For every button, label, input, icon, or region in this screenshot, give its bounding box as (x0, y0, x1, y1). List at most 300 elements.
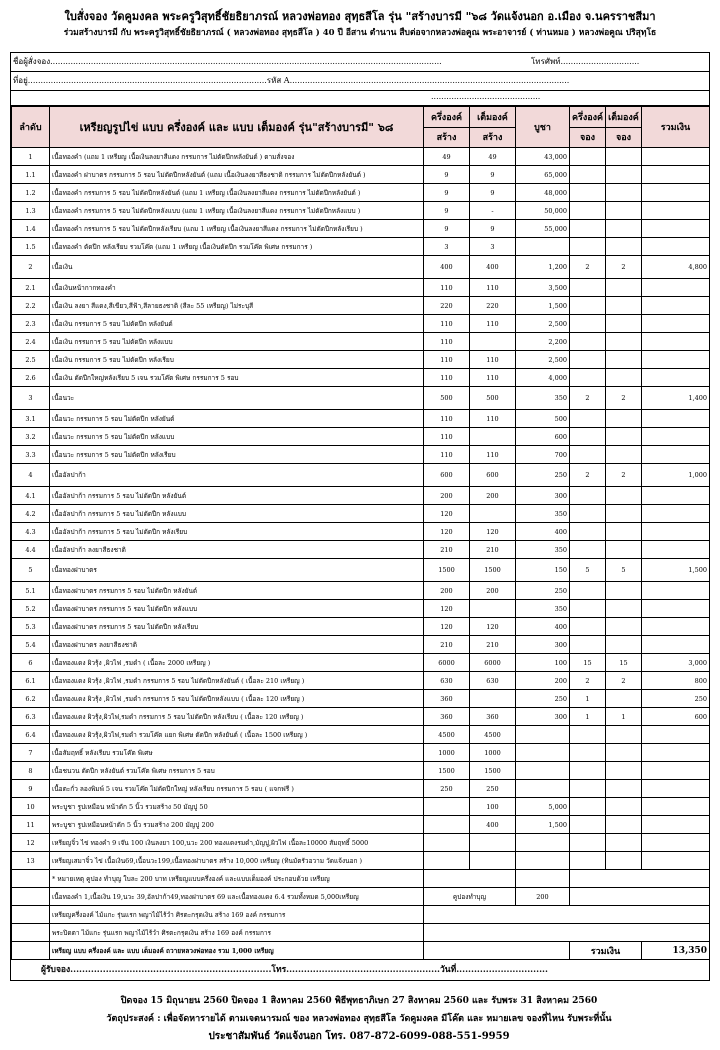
row-order-full[interactable] (606, 446, 642, 464)
row-half-built: 110 (424, 446, 470, 464)
row-price: 4,000 (516, 369, 570, 387)
row-order-half[interactable] (570, 351, 606, 369)
row-order-full[interactable] (606, 487, 642, 505)
row-full-built: 210 (470, 541, 516, 559)
row-full-built: 1500 (470, 762, 516, 780)
note-line: เหรียญครึ่งองค์ ไม้แกะ รุ่นแรก พญาไม้ไร้วำ ศิรตะกรุดเงิน สร้าง 169 องค์ กรรมการ (50, 906, 424, 924)
row-price (516, 780, 570, 798)
row-price: 600 (516, 428, 570, 446)
row-total (642, 202, 710, 220)
row-full-built: 110 (470, 410, 516, 428)
row-order-full[interactable] (606, 780, 642, 798)
table-row (12, 780, 710, 798)
name-field[interactable]: ชื่อผู้สั่งจอง.......................................................................................................................................................... (13, 57, 442, 66)
row-order-half[interactable] (570, 487, 606, 505)
row-item: เนื้อทองแดง ผิวรุ้ง ,ผิวไฟ ,รมดำ ( เนื้อละ 2000 เหรียญ ) (50, 654, 424, 672)
order-table (11, 106, 710, 960)
col-no-header: ลำดับ (12, 107, 50, 148)
name-line[interactable] (11, 53, 709, 72)
address-line[interactable] (11, 72, 709, 91)
row-item: เนื้อทองคำ กรรมการ 5 รอบ ไม่ตัดปีกหลังแบบ (แถม 1 เหรียญ เนื้อเงินลงยาสีแดง กรรมการ ไม่ตัดปีกหลังแบบ ) (50, 202, 424, 220)
row-number: 3 (12, 387, 50, 410)
row-item: เนื้อเงิน ตัดปีกใหญ่หลังเรียบ 5 เจน รวมโค๊ต พิเศษ กรรมการ 5 รอบ (50, 369, 424, 387)
row-order-half[interactable] (570, 780, 606, 798)
row-order-full[interactable] (606, 238, 642, 256)
row-price: 500 (516, 410, 570, 428)
row-half-built (424, 852, 470, 870)
row-half-built: 3 (424, 238, 470, 256)
row-item: เนื้อเงิน กรรมการ 5 รอบ ไม่ตัดปีก หลังยันต์ (50, 315, 424, 333)
row-price (516, 744, 570, 762)
row-order-half[interactable] (570, 148, 606, 166)
row-number: 6.1 (12, 672, 50, 690)
row-item: เนื้อนวะ กรรมการ 5 รอบ ไม่ตัดปีก หลังยันต์ (50, 410, 424, 428)
row-order-half[interactable] (570, 762, 606, 780)
row-item: เนื้อสัมฤทธิ์ หลังเรียบ รวมโค๊ต พิเศษ (50, 744, 424, 762)
row-number: 5 (12, 559, 50, 582)
row-half-built: 120 (424, 600, 470, 618)
row-order-full[interactable] (606, 726, 642, 744)
row-order-half[interactable] (570, 297, 606, 315)
row-number: 2.3 (12, 315, 50, 333)
row-order-half[interactable] (570, 202, 606, 220)
table-row (12, 726, 710, 744)
table-row (12, 166, 710, 184)
col-full-header-bottom: สร้าง (470, 127, 516, 148)
row-item: เนื้อเงิน กรรมการ 5 รอบ ไม่ตัดปีก หลังเรียบ (50, 351, 424, 369)
row-half-built: 49 (424, 148, 470, 166)
row-half-built: 110 (424, 428, 470, 446)
row-total (642, 834, 710, 852)
row-half-built: 1000 (424, 744, 470, 762)
row-number: 1.4 (12, 220, 50, 238)
table-row (12, 369, 710, 387)
receiver-field[interactable]: ผู้รับจอง....................................................................โทร....................................................วันที่............................... (41, 965, 548, 975)
row-order-half[interactable]: 1 (570, 690, 606, 708)
row-total (642, 600, 710, 618)
row-half-built: 200 (424, 582, 470, 600)
note-spacer (12, 888, 50, 906)
row-half-built: 500 (424, 387, 470, 410)
note-spacer (12, 924, 50, 942)
row-full-built: 9 (470, 184, 516, 202)
row-full-built: 120 (470, 523, 516, 541)
row-order-full[interactable] (606, 762, 642, 780)
row-total (642, 816, 710, 834)
row-order-full[interactable] (606, 410, 642, 428)
row-item: เนื้ออัลปาก้า กรรมการ 5 รอบ ไม่ตัดปีก หลังยันต์ (50, 487, 424, 505)
row-full-built: 6000 (470, 654, 516, 672)
row-total (642, 220, 710, 238)
row-order-half[interactable] (570, 816, 606, 834)
table-row (12, 852, 710, 870)
row-order-half[interactable] (570, 238, 606, 256)
row-half-built (424, 816, 470, 834)
row-number: 6.3 (12, 708, 50, 726)
row-order-half[interactable] (570, 618, 606, 636)
table-row (12, 618, 710, 636)
row-half-built: 110 (424, 333, 470, 351)
row-order-half[interactable] (570, 220, 606, 238)
row-order-full[interactable] (606, 428, 642, 446)
row-half-built: 120 (424, 505, 470, 523)
table-row (12, 315, 710, 333)
note-coupon: คูปองทำบุญ (424, 888, 516, 906)
row-order-full[interactable] (606, 184, 642, 202)
row-price: 200 (516, 672, 570, 690)
row-half-built: 210 (424, 541, 470, 559)
row-half-built: 9 (424, 184, 470, 202)
row-item: เนื้ออัลปาก้า กรรมการ 5 รอบ ไม่ตัดปีก หลังเรียบ (50, 523, 424, 541)
row-number: 5.3 (12, 618, 50, 636)
row-item: เนื้อเงิน กรรมการ 5 รอบ ไม่ตัดปีก หลังแบบ (50, 333, 424, 351)
row-half-built (424, 798, 470, 816)
row-item: เนื้อทองฝาบาตร ลงยาสีธงชาติ (50, 636, 424, 654)
row-number: 12 (12, 834, 50, 852)
row-total (642, 762, 710, 780)
row-order-full[interactable] (606, 541, 642, 559)
row-order-full[interactable] (606, 351, 642, 369)
row-order-full[interactable] (606, 582, 642, 600)
row-price: 1,200 (516, 256, 570, 279)
row-item: เนื้อนวะ กรรมการ 5 รอบ ไม่ตัดปีก หลังเรียบ (50, 446, 424, 464)
row-full-built: 110 (470, 351, 516, 369)
note-line: เหรียญ แบบ ครึ่งองค์ และ แบบ เต็มองค์ ถวายหลวงพ่อทอง รวม 1,000 เหรียญ (50, 942, 424, 960)
row-price: 100 (516, 654, 570, 672)
row-item: เนื้อนวะ (50, 387, 424, 410)
row-order-half[interactable]: 2 (570, 256, 606, 279)
row-order-full[interactable]: 2 (606, 256, 642, 279)
header-subtitle: ร่วมสร้างบารมี กับ พระครูวิสุทธิ์ชัยธิยาภรณ์ ( หลวงพ่อทอง สุทฺธสีโล ) 40 ปี อีสาน ตำนาน สืบต่อจากหลวงพ่อคูณ พระอาจารย์ ( ท่านหมอ ) หลวงพ่อคูณ ปริสุทฺโธ (63, 28, 657, 38)
row-item: เนื้อทองฝาบาตร กรรมการ 5 รอบ ไม่ตัดปีก หลังเรียบ (50, 618, 424, 636)
row-price: 350 (516, 600, 570, 618)
row-order-full[interactable] (606, 297, 642, 315)
row-order-half[interactable] (570, 834, 606, 852)
row-price: 3,500 (516, 279, 570, 297)
grand-total-value: 13,350 (642, 942, 710, 960)
row-order-half[interactable]: 5 (570, 559, 606, 582)
row-number: 11 (12, 816, 50, 834)
row-order-half[interactable]: 2 (570, 464, 606, 487)
row-number: 4.4 (12, 541, 50, 559)
row-order-half[interactable] (570, 369, 606, 387)
row-half-built: 1500 (424, 559, 470, 582)
row-price: 250 (516, 582, 570, 600)
row-total (642, 780, 710, 798)
table-row (12, 798, 710, 816)
row-full-built: 3 (470, 238, 516, 256)
row-order-half[interactable] (570, 582, 606, 600)
row-number: 3.3 (12, 446, 50, 464)
row-order-full[interactable] (606, 333, 642, 351)
row-half-built: 120 (424, 618, 470, 636)
row-price: 2,500 (516, 351, 570, 369)
table-row (12, 446, 710, 464)
table-row (12, 428, 710, 446)
row-order-full[interactable]: 2 (606, 387, 642, 410)
row-order-half[interactable]: 1 (570, 708, 606, 726)
footer-dates: ปิดจอง 15 มิถุนายน 2560 ปิดจอง 1 สิงหาคม 2560 พิธีพุทธาภิเษก 27 สิงหาคม 2560 และ รับพระ 31 สิงหาคม 2560 (120, 996, 598, 1006)
col-item-header: เหรียญรูปไข่ แบบ ครึ่งองค์ และ แบบ เต็มองค์ รุ่น"สร้างบารมี" ๖๘ (50, 107, 424, 148)
row-total (642, 279, 710, 297)
row-total (642, 487, 710, 505)
row-order-half[interactable] (570, 184, 606, 202)
order-table-body (12, 148, 710, 870)
row-number: 1.5 (12, 238, 50, 256)
col-full-header-top: เต็มองค์ (470, 107, 516, 128)
row-full-built: 110 (470, 279, 516, 297)
row-price (516, 726, 570, 744)
row-total: 3,000 (642, 654, 710, 672)
row-price: 43,000 (516, 148, 570, 166)
row-order-half[interactable] (570, 600, 606, 618)
row-price: 50,000 (516, 202, 570, 220)
row-total: 1,400 (642, 387, 710, 410)
row-total: 800 (642, 672, 710, 690)
row-price: 400 (516, 523, 570, 541)
row-half-built: 110 (424, 315, 470, 333)
row-full-built: 220 (470, 297, 516, 315)
table-row (12, 834, 710, 852)
row-full-built: - (470, 202, 516, 220)
row-full-built: 110 (470, 446, 516, 464)
row-total (642, 726, 710, 744)
row-total (642, 618, 710, 636)
row-order-full[interactable] (606, 816, 642, 834)
row-half-built: 110 (424, 279, 470, 297)
row-order-full[interactable] (606, 600, 642, 618)
row-half-built: 9 (424, 220, 470, 238)
row-order-half[interactable] (570, 636, 606, 654)
row-order-half[interactable] (570, 505, 606, 523)
row-total (642, 541, 710, 559)
row-price: 700 (516, 446, 570, 464)
row-order-half[interactable] (570, 798, 606, 816)
row-number: 2.2 (12, 297, 50, 315)
row-item: เนื้อทองแดง ผิวรุ้ง ,ผิวไฟ ,รมดำ กรรมการ 5 รอบ ไม่ตัดปีกหลังยันต์ ( เนื้อละ 210 เหรียญ ) (50, 672, 424, 690)
note-coupon (424, 870, 516, 888)
row-price: 150 (516, 559, 570, 582)
table-row (12, 744, 710, 762)
row-half-built: 400 (424, 256, 470, 279)
row-total (642, 428, 710, 446)
address-extra[interactable]: ........................................... (431, 92, 541, 101)
row-half-built: 6000 (424, 654, 470, 672)
row-total (642, 148, 710, 166)
row-number: 2.4 (12, 333, 50, 351)
row-order-full[interactable]: 2 (606, 464, 642, 487)
row-item: เนื้อทองแดง ผิวรุ้ง,ผิวไฟ,รมดำ รวมโค๊ต แยก พิเศษ ตัดปีก หลังยันต์ ( เนื้อละ 1500 เหรียญ ) (50, 726, 424, 744)
row-order-full[interactable] (606, 369, 642, 387)
row-full-built: 200 (470, 487, 516, 505)
header-title: ใบสั่งจอง วัดคูมงคล พระครูวิสุทธิ์ชัยธิยาภรณ์ หลวงพ่อทอง สุทฺธสีโล รุ่น "สร้างบารมี "๖๘ วัดแจ้งนอก อ.เมือง จ.นครราชสีมา (64, 10, 656, 23)
row-number: 3.2 (12, 428, 50, 446)
footer-purpose: วัตถุประสงค์ : เพื่อจัดหารายได้ ตามเจตนารมณ์ ของ หลวงพ่อทอง สุทฺธสีโล วัดคูมงคล มีโค๊ต และ หมายเลข จองที่ไหน รับพระที่นั้น (106, 1014, 612, 1024)
row-full-built: 9 (470, 220, 516, 238)
grand-total-label: รวมเงิน (570, 942, 642, 960)
row-total: 250 (642, 690, 710, 708)
row-order-half[interactable] (570, 523, 606, 541)
row-item: เนื้อทองฝาบาตร กรรมการ 5 รอบ ไม่ตัดปีก หลังแบบ (50, 600, 424, 618)
note-line: * หมายเหตุ คูปอง ทำบุญ ใบละ 200 บาท เหรียญแบบครึ่งองค์ และแบบเต็มองค์ ประกอบด้วย เหรียญ (50, 870, 424, 888)
row-half-built (424, 834, 470, 852)
row-total (642, 297, 710, 315)
row-total (642, 369, 710, 387)
row-order-half[interactable] (570, 279, 606, 297)
col-order-full-header-bottom: จอง (606, 127, 642, 148)
row-full-built: 1000 (470, 744, 516, 762)
row-order-full[interactable] (606, 523, 642, 541)
row-total (642, 184, 710, 202)
row-full-built: 120 (470, 618, 516, 636)
table-row (12, 410, 710, 428)
order-form-page (10, 8, 710, 1042)
row-item: เนื้อทองแดง ผิวรุ้ง ,ผิวไฟ ,รมดำ กรรมการ 5 รอบ ไม่ตัดปีกหลังแบบ ( เนื้อละ 120 เหรียญ ) (50, 690, 424, 708)
row-order-full[interactable] (606, 690, 642, 708)
row-price: 1,500 (516, 297, 570, 315)
row-order-half[interactable] (570, 410, 606, 428)
row-order-half[interactable] (570, 428, 606, 446)
row-order-half[interactable] (570, 446, 606, 464)
row-price: 2,200 (516, 333, 570, 351)
row-order-full[interactable]: 15 (606, 654, 642, 672)
row-half-built: 9 (424, 202, 470, 220)
table-row (12, 464, 710, 487)
row-order-full[interactable] (606, 852, 642, 870)
table-row (12, 636, 710, 654)
table-row (12, 582, 710, 600)
row-price (516, 762, 570, 780)
order-form-frame (10, 52, 710, 981)
row-order-half[interactable]: 2 (570, 387, 606, 410)
table-row (12, 487, 710, 505)
table-row (12, 333, 710, 351)
row-full-built (470, 600, 516, 618)
row-order-full[interactable]: 2 (606, 672, 642, 690)
row-price: 2,500 (516, 315, 570, 333)
note-empty (570, 870, 710, 888)
row-number: 2 (12, 256, 50, 279)
col-order-half-header-top: ครึ่งองค์ (570, 107, 606, 128)
row-item: เนื้อเงิน (50, 256, 424, 279)
row-number: 2.1 (12, 279, 50, 297)
row-total: 4,800 (642, 256, 710, 279)
row-order-half[interactable] (570, 166, 606, 184)
row-item: เนื้อทองคำ กรรมการ 5 รอบ ไม่ตัดปีกหลังเรียบ (แถม 1 เหรียญ เนื้อเงินลงยาสีแดง กรรมการ ไม่ตัดปีกหลังเรียบ ) (50, 220, 424, 238)
address-field[interactable]: ที่อยู่..............................................................................................รหัส A.............................................................................................................. (13, 76, 570, 85)
table-row (12, 387, 710, 410)
table-row (12, 351, 710, 369)
row-order-full[interactable] (606, 834, 642, 852)
row-order-half[interactable]: 15 (570, 654, 606, 672)
row-order-half[interactable] (570, 726, 606, 744)
row-number: 9 (12, 780, 50, 798)
table-row (12, 148, 710, 166)
row-order-full[interactable] (606, 166, 642, 184)
row-full-built: 110 (470, 315, 516, 333)
row-order-half[interactable] (570, 744, 606, 762)
row-total (642, 333, 710, 351)
row-order-full[interactable] (606, 618, 642, 636)
row-total (642, 238, 710, 256)
row-item: เนื้อเงิน ลงยา สีแดง,สีเขียว,สีฟ้า,สีลายธงชาติ (สีละ 55 เหรียญ) ไม่ระบุสี (50, 297, 424, 315)
table-row (12, 708, 710, 726)
row-total (642, 166, 710, 184)
row-full-built: 210 (470, 636, 516, 654)
row-total (642, 852, 710, 870)
row-order-full[interactable] (606, 798, 642, 816)
row-number: 7 (12, 744, 50, 762)
table-row (12, 816, 710, 834)
row-order-half[interactable] (570, 541, 606, 559)
row-order-half[interactable] (570, 852, 606, 870)
row-number: 1.2 (12, 184, 50, 202)
row-half-built: 120 (424, 523, 470, 541)
phone-field[interactable]: โทรศัพท์............................... (531, 57, 640, 66)
row-item: เนื้อทองคำ (แถม 1 เหรียญ เนื้อเงินลงยาสีแดง กรรมการ ไม่ตัดปีกหลังยันต์ ) ตามสั่งจอง (50, 148, 424, 166)
row-order-full[interactable] (606, 202, 642, 220)
row-half-built: 110 (424, 351, 470, 369)
row-order-full[interactable] (606, 636, 642, 654)
row-item: เนื้อตะกั่ว ลองพิมพ์ 5 เจน รวมโค๊ต ไม่ตัดปีกใหญ่ หลังเรียบ กรรมการ 5 รอบ ( แจกฟรี ) (50, 780, 424, 798)
row-half-built: 9 (424, 166, 470, 184)
row-full-built: 1500 (470, 559, 516, 582)
row-order-full[interactable] (606, 315, 642, 333)
row-item: เนื้อชนวน ตัดปีก หลังยันต์ รวมโค๊ต พิเศษ กรรมการ 5 รอบ (50, 762, 424, 780)
row-item: เนื้อนวะ กรรมการ 5 รอบ ไม่ตัดปีก หลังแบบ (50, 428, 424, 446)
row-order-full[interactable] (606, 744, 642, 762)
col-half-header-top: ครึ่งองค์ (424, 107, 470, 128)
row-price: 250 (516, 690, 570, 708)
table-row (12, 256, 710, 279)
row-half-built: 210 (424, 636, 470, 654)
row-full-built (470, 428, 516, 446)
row-number: 4.2 (12, 505, 50, 523)
table-row (12, 690, 710, 708)
table-row (12, 541, 710, 559)
note-empty (570, 888, 710, 906)
row-order-full[interactable] (606, 148, 642, 166)
receiver-line[interactable] (11, 960, 709, 980)
row-order-full[interactable] (606, 279, 642, 297)
row-order-full[interactable] (606, 220, 642, 238)
row-item: เนื้อทองฝาบาตร กรรมการ 5 รอบ ไม่ตัดปีก หลังยันต์ (50, 582, 424, 600)
row-price: 350 (516, 387, 570, 410)
row-full-built: 200 (470, 582, 516, 600)
row-price: 5,000 (516, 798, 570, 816)
row-half-built: 220 (424, 297, 470, 315)
row-order-full[interactable]: 1 (606, 708, 642, 726)
row-order-half[interactable]: 2 (570, 672, 606, 690)
note-empty (424, 906, 710, 924)
row-price: 300 (516, 487, 570, 505)
row-full-built: 600 (470, 464, 516, 487)
row-order-half[interactable] (570, 333, 606, 351)
row-order-full[interactable]: 5 (606, 559, 642, 582)
row-price: 250 (516, 464, 570, 487)
row-half-built: 600 (424, 464, 470, 487)
col-order-full-header-top: เต็มองค์ (606, 107, 642, 128)
row-half-built: 360 (424, 690, 470, 708)
row-full-built: 630 (470, 672, 516, 690)
note-empty (424, 924, 710, 942)
row-total (642, 798, 710, 816)
row-order-half[interactable] (570, 315, 606, 333)
row-order-full[interactable] (606, 505, 642, 523)
row-item: เนื้อทองฝาบาตร (50, 559, 424, 582)
table-row (12, 654, 710, 672)
row-price (516, 834, 570, 852)
